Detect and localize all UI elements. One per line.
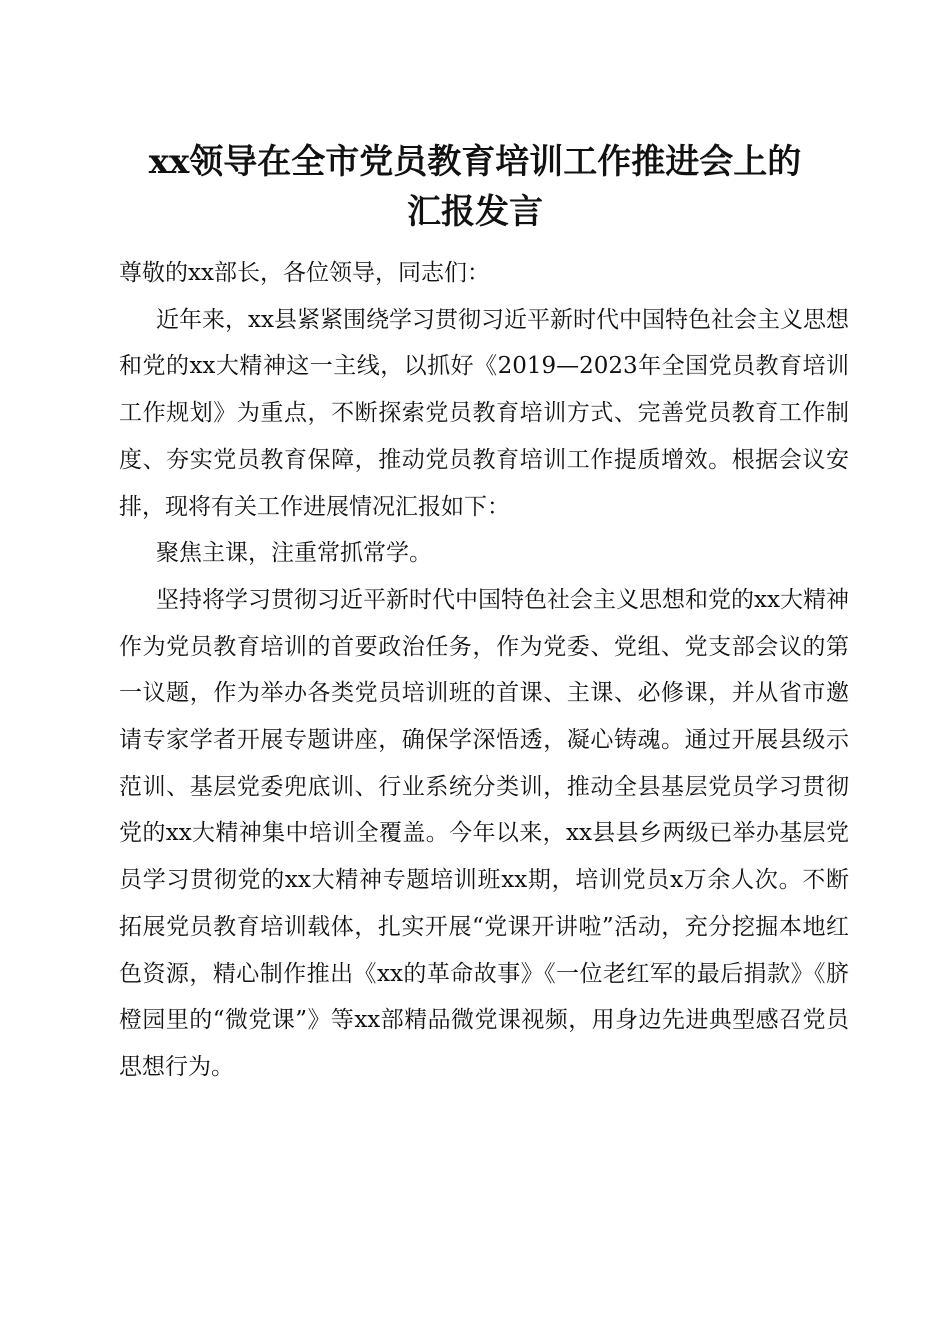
paragraph-detail: 坚持将学习贯彻习近平新时代中国特色社会主义思想和党的xx大精神作为党员教育培训的首要政治任务，作为党委、党组、党支部会议的第一议题，作为举办各类党员培训班的首课、主课、必修课，并从省市邀请专家学者开展专题讲座，确保学深悟透，凝心铸魂。通过开展县级示范训、基层党委兜底训、行业系统分类训，推动全县基层党员学习贯彻党的xx大精神集中培训全覆盖。今年以来，xx县县乡两级已举办基层党员学习贯彻党的xx大精神专题培训班xx期，培训党员x万余人次。不断拓展党员教育培训载体，扎实开展“党课开讲啦”活动，充分挖掘本地红色资源，精心制作推出《xx的革命故事》《一位老红军的最后捐款》《脐橙园里的“微党课”》等xx部精品微党课视频，用身边先进典型感召党员思想行为。 — [119, 586, 849, 1080]
section-heading: 聚焦主课，注重常抓常学。 — [156, 540, 432, 567]
document-title — [100, 137, 850, 237]
salutation: 尊敬的xx部长，各位领导，同志们： — [119, 260, 490, 286]
paragraph-intro: 近年来，xx县紧紧围绕学习贯彻习近平新时代中国特色社会主义思想和党的xx大精神这一主线，以抓好《2019—2023年全国党员教育培训工作规划》为重点，不断探索党员教育培训方式、完善党员教育工作制度、夯实党员教育保障，推动党员教育培训工作提质增效。根据会议安排，现将有关工作进展情况汇报如下： — [119, 306, 849, 520]
title-line-1: xx领导在全市党员教育培训工作推进会上的 — [148, 142, 802, 182]
title-line-2: 汇报发言 — [407, 192, 543, 232]
document-body — [119, 250, 849, 1091]
